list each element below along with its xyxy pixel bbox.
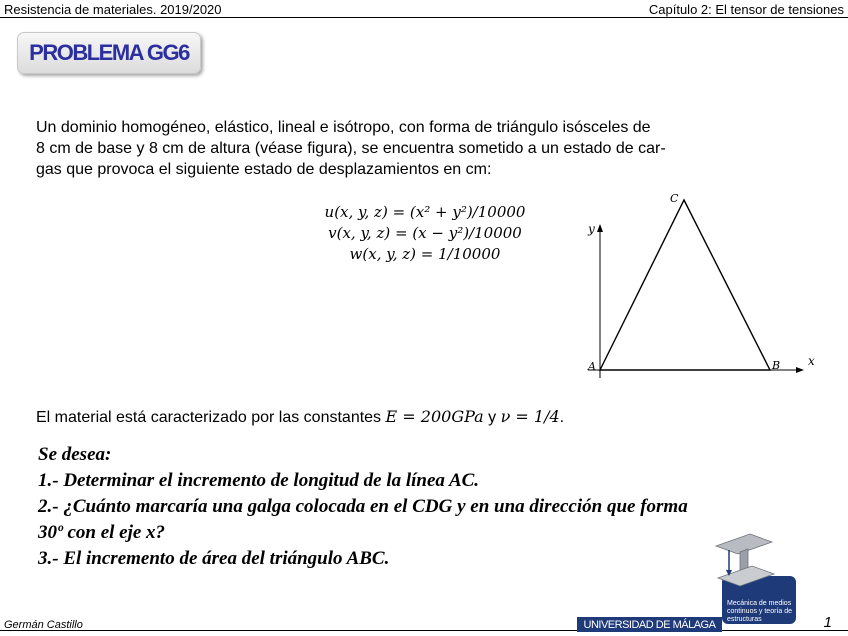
material-period: . bbox=[559, 409, 565, 426]
statement-line-3: gas que provoca el siguiente estado de desplazamientos en cm: bbox=[36, 161, 492, 178]
task-3: 3.- El incremento de área del triángulo ABC. bbox=[38, 548, 390, 569]
header-course-title: Resistencia de materiales. 2019/2020 bbox=[4, 2, 222, 17]
y-axis-label: y bbox=[588, 222, 595, 236]
header-chapter-title: Capítulo 2: El tensor de tensiones bbox=[648, 2, 844, 17]
vertex-b-label: B bbox=[772, 359, 781, 372]
problem-title-box bbox=[17, 32, 201, 74]
footer-author: Germán Castillo bbox=[4, 619, 83, 631]
triangle-abc bbox=[600, 200, 770, 370]
task-2-line-2: 30º con el eje x? bbox=[38, 522, 166, 543]
material-constants bbox=[36, 407, 564, 427]
poisson-ratio: ν = 1/4 bbox=[500, 407, 560, 426]
task-list bbox=[38, 442, 798, 572]
x-axis-arrow bbox=[796, 367, 804, 373]
displacement-equations bbox=[280, 202, 570, 265]
equation-u: u(x, y, z) = (x² + y²)/10000 bbox=[324, 203, 526, 221]
task-1: 1.- Determinar el incremento de longitud de la línea AC. bbox=[38, 470, 480, 491]
material-conjunction: y bbox=[488, 409, 497, 426]
statement-line-1: Un dominio homogéneo, elástico, lineal e isótropo, con forma de triángulo isósceles de bbox=[36, 119, 651, 136]
x-axis-label: x bbox=[808, 354, 815, 368]
vertex-c-label: C bbox=[670, 192, 679, 205]
logo-caption: Mecánica de medios continuos y teoría de estructuras bbox=[727, 600, 792, 623]
young-modulus: E = 200GPa bbox=[385, 407, 484, 426]
header-divider bbox=[0, 17, 848, 18]
equation-w: w(x, y, z) = 1/10000 bbox=[349, 245, 501, 263]
vertex-a-label: A bbox=[588, 360, 596, 373]
material-text: El material está caracterizado por las constantes bbox=[36, 409, 382, 426]
problem-statement bbox=[36, 117, 756, 180]
y-axis-arrow bbox=[597, 224, 603, 232]
statement-line-2: 8 cm de base y 8 cm de altura (véase figura), se encuentra sometido a un estado de car- bbox=[36, 140, 666, 157]
equation-v: v(x, y, z) = (x − y²)/10000 bbox=[328, 224, 522, 242]
problem-title: PROBLEMA GG6 bbox=[29, 40, 189, 65]
footer-university: UNIVERSIDAD DE MÁLAGA bbox=[577, 617, 722, 632]
task-heading: Se desea: bbox=[38, 444, 112, 465]
task-2-line-1: 2.- ¿Cuánto marcaría una galga colocada en el CDG y en una dirección que forma bbox=[38, 496, 688, 517]
page-number: 1 bbox=[823, 614, 832, 631]
triangle-figure bbox=[580, 188, 820, 378]
